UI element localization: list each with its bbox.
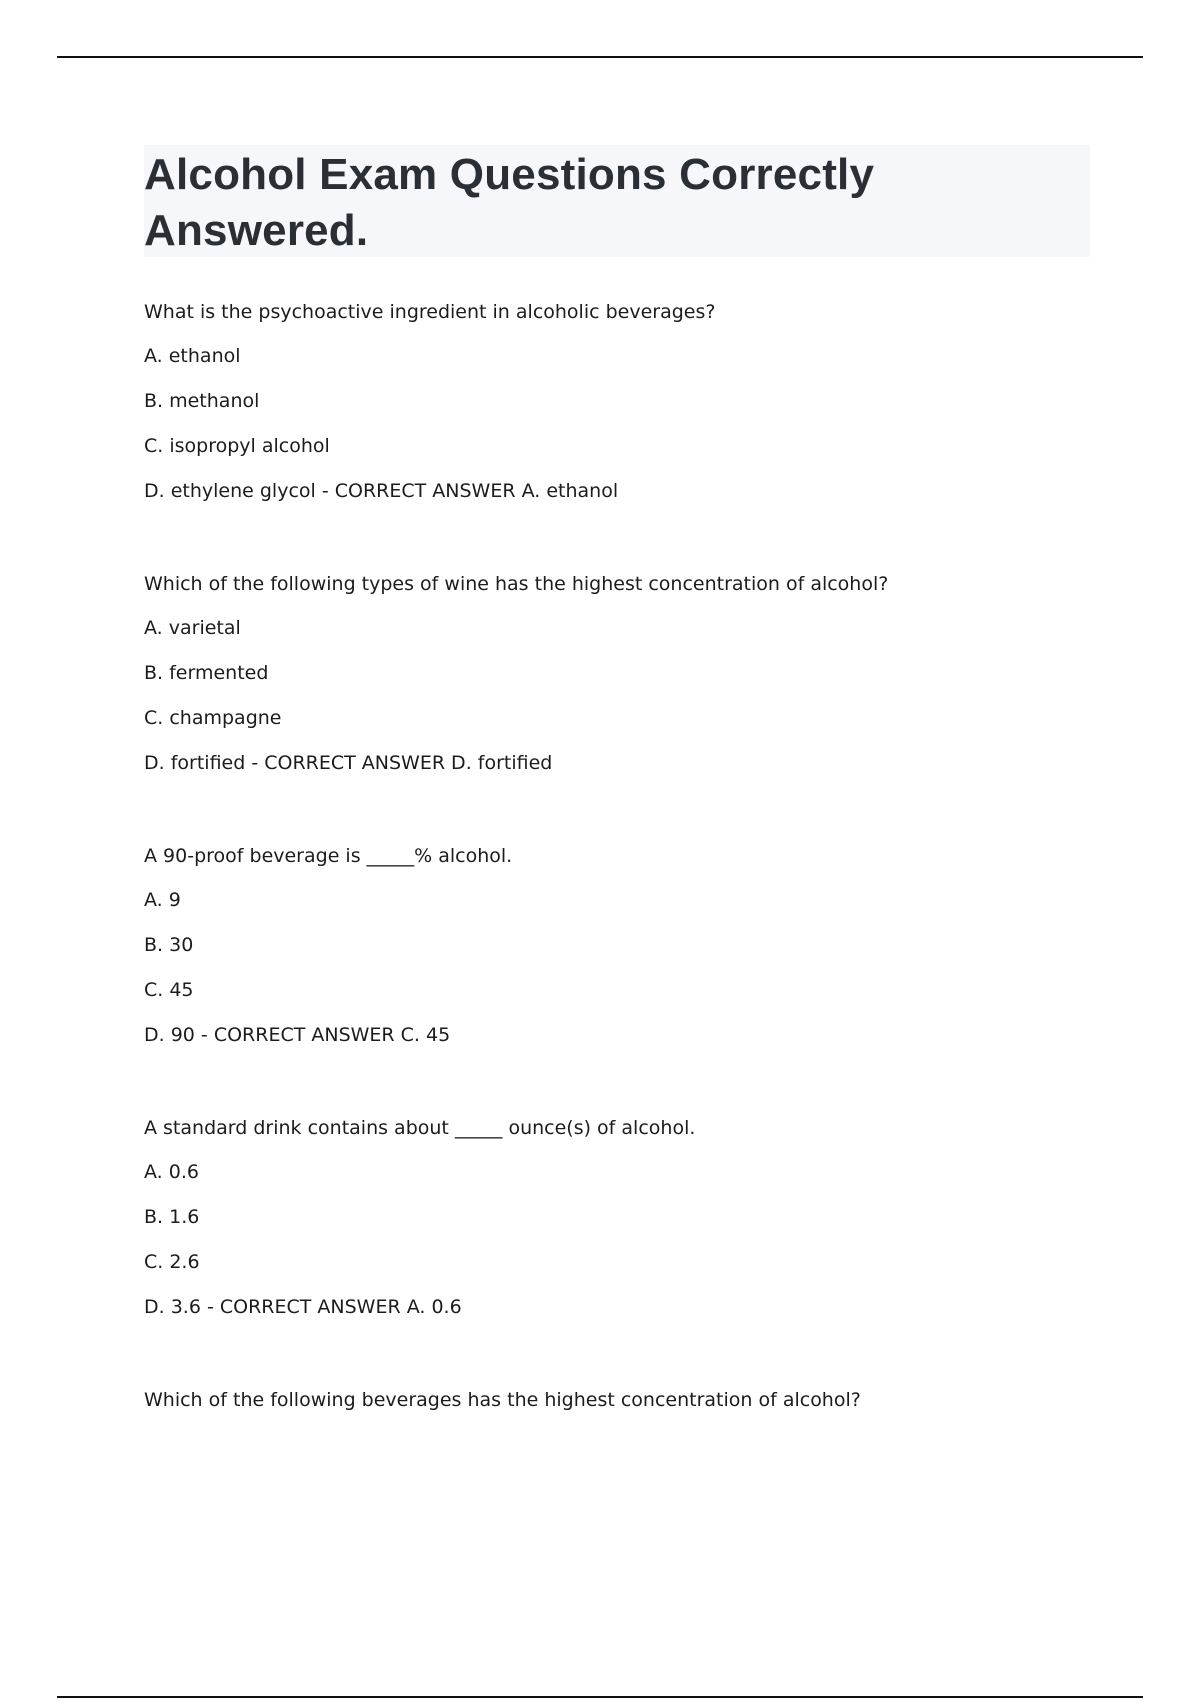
page-title-line-2: Answered. xyxy=(144,206,369,255)
question-list xyxy=(144,300,1104,1660)
question-item xyxy=(144,572,1104,844)
answer-option-with-correct-answer: D. 3.6 - CORRECT ANSWER A. 0.6 xyxy=(144,1296,462,1318)
answer-option: C. 2.6 xyxy=(144,1251,200,1273)
answer-option: A. varietal xyxy=(144,617,241,639)
question-item xyxy=(144,844,1104,1116)
page-title xyxy=(144,147,1090,259)
question-text: A standard drink contains about _____ ounce(s) of alcohol. xyxy=(144,1117,696,1139)
answer-option: A. ethanol xyxy=(144,345,241,367)
answer-option: C. isopropyl alcohol xyxy=(144,435,330,457)
question-text: Which of the following beverages has the highest concentration of alcohol? xyxy=(144,1389,861,1411)
question-item xyxy=(144,300,1104,572)
answer-option: B. methanol xyxy=(144,390,260,412)
answer-option: A. 0.6 xyxy=(144,1161,199,1183)
question-text: A 90-proof beverage is _____% alcohol. xyxy=(144,845,513,867)
answer-option: B. 1.6 xyxy=(144,1206,200,1228)
page-footer-rule xyxy=(57,1696,1143,1698)
answer-option-with-correct-answer: D. ethylene glycol - CORRECT ANSWER A. ethanol xyxy=(144,480,619,502)
answer-option: C. 45 xyxy=(144,979,194,1001)
answer-option: B. fermented xyxy=(144,662,269,684)
title-banner xyxy=(144,145,1090,257)
question-text: Which of the following types of wine has the highest concentration of alcohol? xyxy=(144,573,889,595)
answer-option-with-correct-answer: D. fortified - CORRECT ANSWER D. fortified xyxy=(144,752,553,774)
question-text: What is the psychoactive ingredient in alcoholic beverages? xyxy=(144,301,716,323)
answer-option-with-correct-answer: D. 90 - CORRECT ANSWER C. 45 xyxy=(144,1024,451,1046)
answer-option: A. 9 xyxy=(144,889,181,911)
page-header-rule xyxy=(57,56,1143,58)
answer-option: B. 30 xyxy=(144,934,194,956)
answer-option: C. champagne xyxy=(144,707,282,729)
question-item xyxy=(144,1116,1104,1388)
page-title-line-1: Alcohol Exam Questions Correctly xyxy=(144,150,875,199)
question-item xyxy=(144,1388,1104,1660)
